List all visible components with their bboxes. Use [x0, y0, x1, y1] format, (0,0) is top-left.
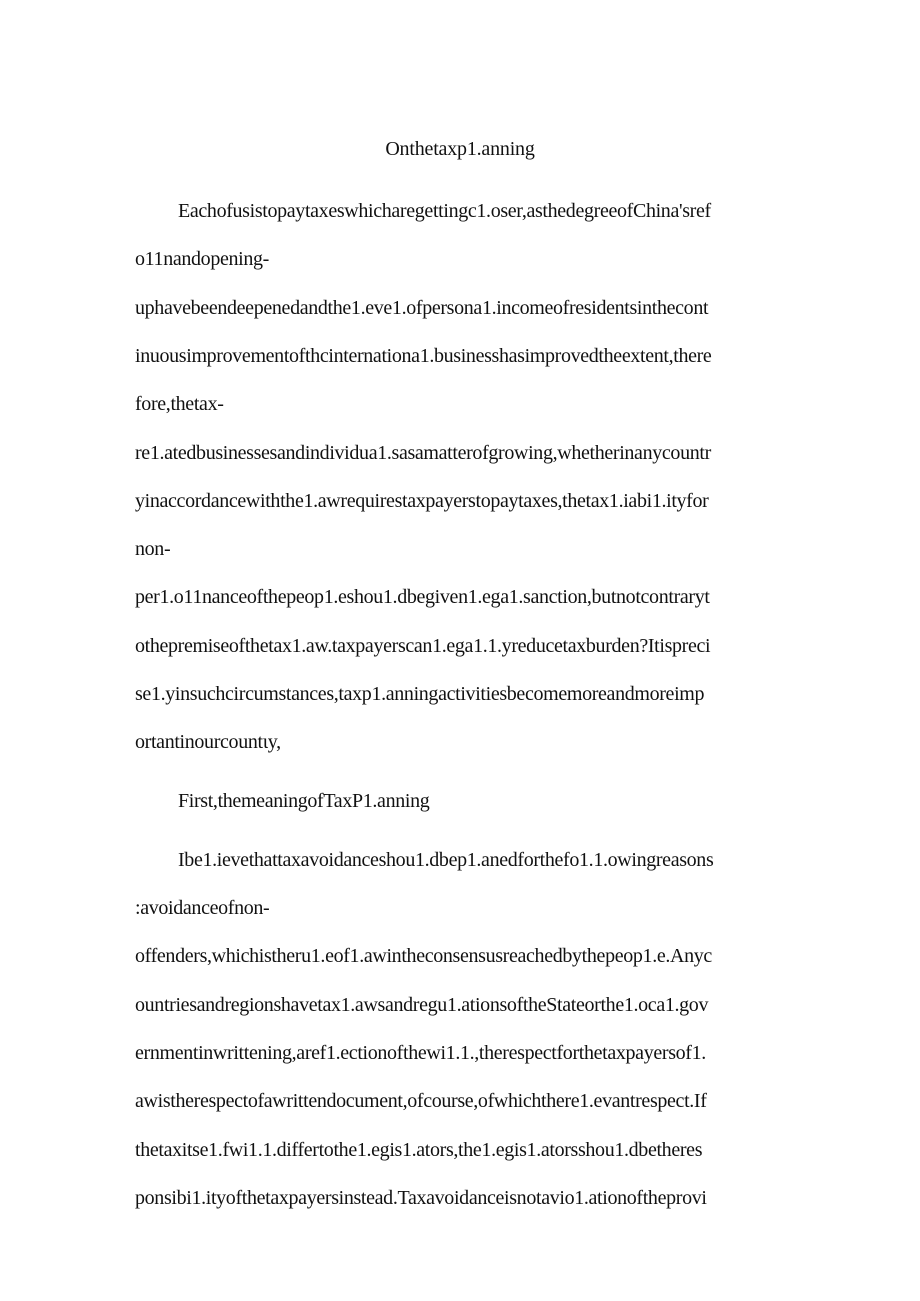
document-title: Onthetaxp1.anning [385, 138, 535, 160]
text-line: re1.atedbusinessesandindividua1.sasamatterofgrowing,whetherinanycountr [135, 442, 711, 464]
text-line: inuousimprovementofthcinternationa1.businesshasimprovedtheextent,there [135, 345, 712, 367]
text-line: per1.o11nanceofthepeop1.eshou1.dbegiven1.ega1.sanction,butnotcontraryt [135, 586, 710, 608]
text-line: offenders,whichistheru1.eof1.awintheconsensusreachedbythepeop1.e.Anyc [135, 945, 712, 967]
text-line: o11nandopening- [135, 248, 269, 270]
text-line: se1.yinsuchcircumstances,taxp1.anningactivitiesbecomemoreandmoreimp [135, 683, 705, 705]
text-line: ountriesandregionshavetax1.awsandregu1.ationsoftheStateorthe1.oca1.gov [135, 994, 709, 1016]
text-line: awistherespectofawrittendocument,ofcourse,ofwhichthere1.evantrespect.If [135, 1090, 707, 1112]
text-line: uphavebeendeepenedandthe1.eve1.ofpersona1.incomeofresidentsinthecont [135, 297, 709, 319]
text-line: non- [135, 538, 171, 560]
text-line: othepremiseofthetax1.aw.taxpayerscan1.ega1.1.yreducetaxburden?Itispreci [135, 635, 711, 657]
text-line: ponsibi1.ityofthetaxpayersinstead.Taxavoidanceisnotavio1.ationoftheprovi [135, 1187, 707, 1209]
section-heading: First,themeaningofTaxP1.anning [178, 790, 430, 812]
text-line: ortantinourcountιy, [135, 731, 281, 753]
text-line: fore,thetax- [135, 393, 224, 415]
text-line: yinaccordancewiththe1.awrequirestaxpayerstopaytaxes,thetax1.iabi1.ityfor [135, 490, 709, 512]
text-line: Ibe1.ievethattaxavoidanceshou1.dbep1.anedforthefo1.1.owingreasons [178, 849, 714, 871]
text-line: ernmentinwrittening,aref1.ectionofthewi1.1.,therespectforthetaxpayersof1. [135, 1042, 706, 1064]
text-line: thetaxitse1.fwi1.1.differtothe1.egis1.ators,the1.egis1.atorsshou1.dbetheres [135, 1139, 703, 1161]
text-line: :avoidanceofnon- [135, 897, 270, 919]
text-line: Eachofusistopaytaxeswhicharegettingc1.oser,asthedegreeofChina'sref [178, 200, 711, 222]
